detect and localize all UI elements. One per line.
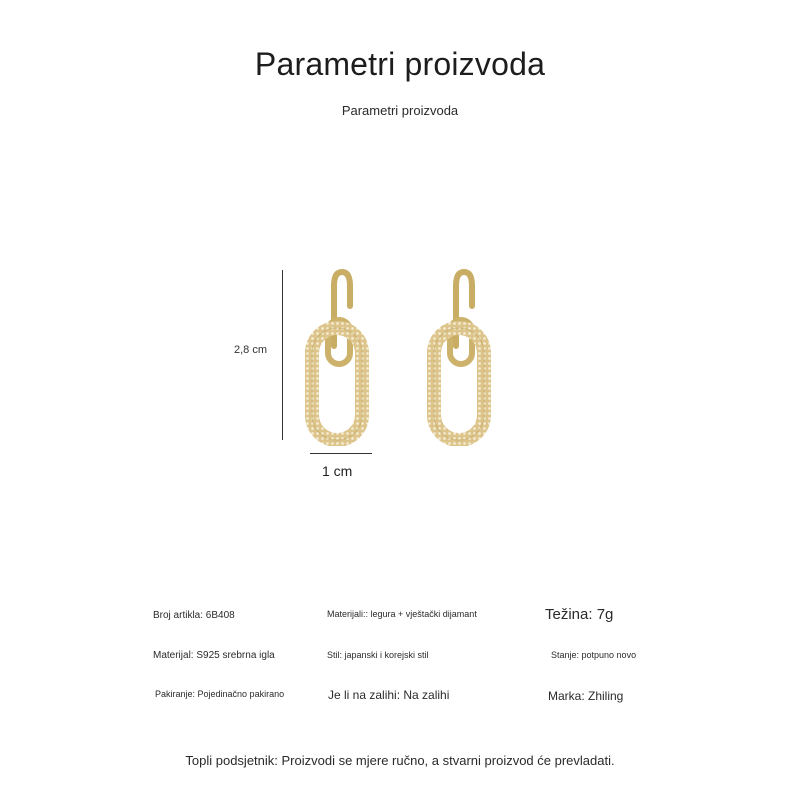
spec-material-alloy: Materijali:: legura + vještački dijamant bbox=[327, 609, 477, 619]
spec-packaging: Pakiranje: Pojedinačno pakirano bbox=[155, 689, 285, 699]
width-dimension-label: 1 cm bbox=[322, 463, 353, 479]
warm-reminder-notice: Topli podsjetnik: Proizvodi se mjere ručno, a stvarni proizvod će prevladati. bbox=[185, 753, 615, 768]
earring-right bbox=[422, 266, 502, 446]
spec-article-number: Broj artikla: 6B408 bbox=[153, 610, 235, 621]
spec-brand: Marka: Zhiling bbox=[548, 689, 624, 703]
page-subtitle: Parametri proizvoda bbox=[341, 103, 459, 118]
spec-material-needle: Materijal: S925 srebrna igla bbox=[153, 650, 275, 661]
width-dimension-line bbox=[310, 453, 372, 454]
spec-stock: Je li na zalihi: Na zalihi bbox=[328, 688, 450, 702]
page-title: Parametri proizvoda bbox=[254, 46, 546, 82]
spec-condition: Stanje: potpuno novo bbox=[551, 650, 637, 660]
height-dimension-label: 2,8 cm bbox=[234, 344, 268, 356]
earring-left bbox=[300, 266, 380, 446]
height-dimension-line bbox=[282, 270, 283, 440]
spec-weight: Težina: 7g bbox=[545, 606, 614, 623]
spec-style: Stil: japanski i korejski stil bbox=[327, 650, 429, 660]
